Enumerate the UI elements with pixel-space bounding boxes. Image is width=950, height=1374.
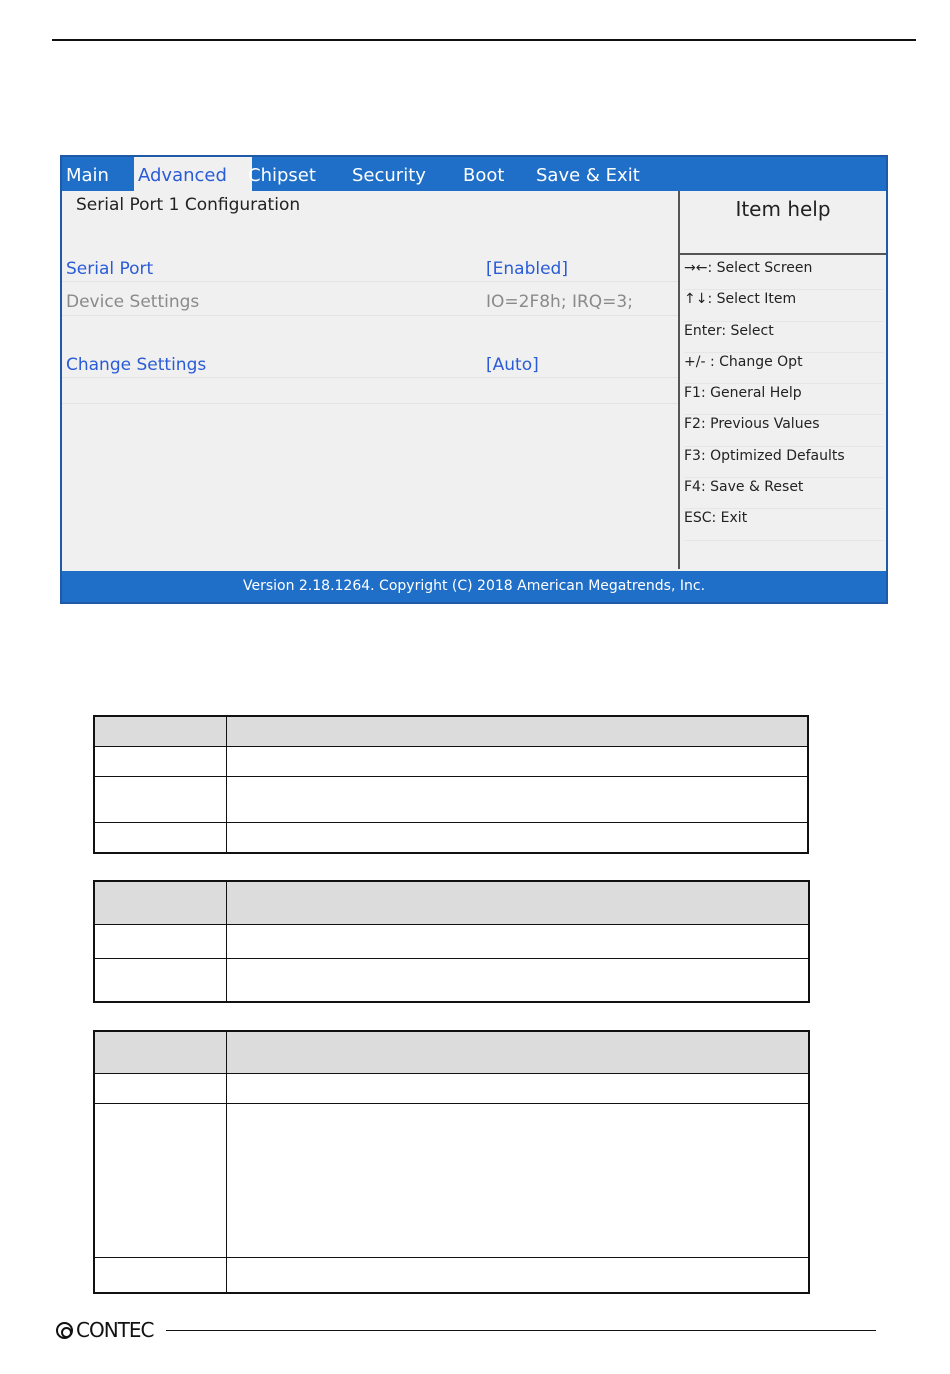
key-help-f3: F3: Optimized Defaults bbox=[684, 447, 884, 478]
key-help-f1: F1: General Help bbox=[684, 384, 884, 415]
change-settings-value[interactable]: [Auto] bbox=[486, 355, 539, 375]
key-help-f2: F2: Previous Values bbox=[684, 415, 884, 446]
page-top-rule bbox=[52, 39, 916, 41]
device-settings-value: IO=2F8h; IRQ=3; bbox=[486, 292, 633, 312]
serial-port-item[interactable]: Serial Port bbox=[66, 259, 154, 279]
bios-setup-window bbox=[60, 155, 888, 604]
key-help-esc: ESC: Exit bbox=[684, 509, 884, 540]
bios-version-footer: Version 2.18.1264. Copyright (C) 2018 American Megatrends, Inc. bbox=[62, 571, 886, 602]
tab-save-exit[interactable]: Save & Exit bbox=[536, 165, 640, 186]
row-divider bbox=[62, 315, 678, 316]
item-help-title: Item help bbox=[680, 191, 886, 255]
tab-boot[interactable]: Boot bbox=[463, 165, 505, 186]
tab-main[interactable]: Main bbox=[66, 165, 109, 186]
key-help-select-item: ↑↓: Select Item bbox=[684, 290, 884, 321]
tab-chipset[interactable]: Chipset bbox=[248, 165, 316, 186]
settings-table-change-settings bbox=[93, 1030, 810, 1294]
table-header bbox=[95, 717, 807, 747]
row-divider bbox=[62, 281, 678, 282]
tab-advanced[interactable]: Advanced bbox=[134, 157, 252, 191]
contec-logo-icon bbox=[56, 1322, 73, 1339]
bios-menu-bar bbox=[62, 157, 886, 191]
device-settings-item: Device Settings bbox=[66, 292, 200, 312]
tab-security[interactable]: Security bbox=[352, 165, 426, 186]
table-column-divider bbox=[226, 717, 227, 852]
bios-settings-pane bbox=[62, 191, 678, 569]
contec-logo-text: CONTEC bbox=[76, 1318, 154, 1342]
table-row-divider bbox=[95, 958, 808, 959]
table-column-divider bbox=[226, 882, 227, 1001]
table-header bbox=[95, 882, 808, 925]
key-help-select-screen: →←: Select Screen bbox=[684, 259, 884, 290]
contec-logo bbox=[56, 1318, 154, 1342]
settings-table-serial-port bbox=[93, 715, 809, 854]
key-help-f4: F4: Save & Reset bbox=[684, 478, 884, 509]
table-row-divider bbox=[95, 1103, 808, 1104]
change-settings-item[interactable]: Change Settings bbox=[66, 355, 207, 375]
table-row-divider bbox=[95, 822, 807, 823]
row-divider bbox=[62, 377, 678, 378]
key-help-list bbox=[684, 259, 884, 541]
section-title: Serial Port 1 Configuration bbox=[76, 195, 301, 215]
table-header bbox=[95, 1032, 808, 1074]
row-divider bbox=[62, 403, 678, 404]
table-row-divider bbox=[95, 776, 807, 777]
table-column-divider bbox=[226, 1032, 227, 1292]
key-help-enter: Enter: Select bbox=[684, 322, 884, 353]
serial-port-value[interactable]: [Enabled] bbox=[486, 259, 568, 279]
key-help-change-opt: +/- : Change Opt bbox=[684, 353, 884, 384]
item-help-panel bbox=[678, 191, 886, 569]
settings-table-device-settings bbox=[93, 880, 810, 1003]
page-bottom-rule bbox=[166, 1330, 876, 1331]
table-row-divider bbox=[95, 1257, 808, 1258]
